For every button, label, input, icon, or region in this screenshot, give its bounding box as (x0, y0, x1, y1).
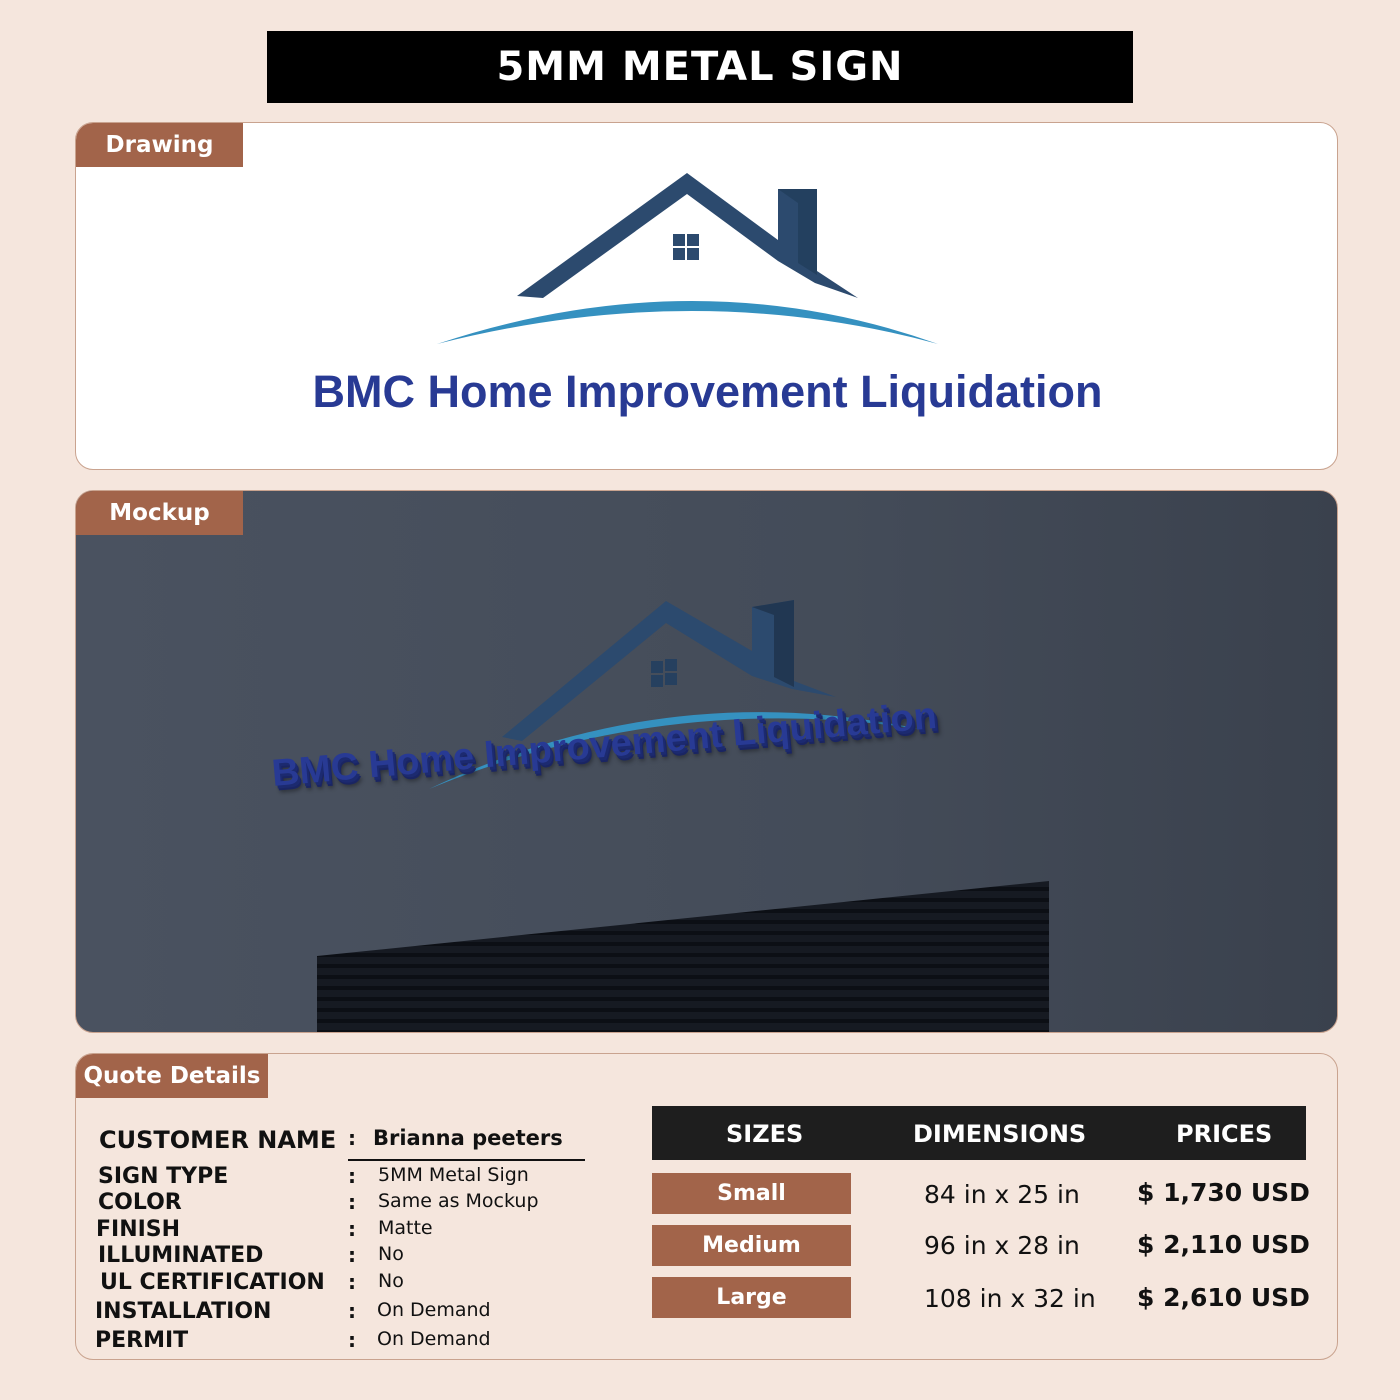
size-medium: Medium (652, 1225, 851, 1266)
customer-name-underline (348, 1159, 585, 1161)
page-title: 5MM METAL SIGN (267, 31, 1133, 103)
quote-panel: Quote Details CUSTOMER NAME : Brianna peeters SIGN TYPE : 5MM Metal Sign COLOR : Same as Mockup FINISH : Matte ILLUMINATED : No UL CERTIFICATION : No INSTALLATION : On Demand PERMIT : On Demand SIZES DIMENSIONS PRICES Small 84 in x 25 in $ 1,730 USD Medium 96 in x 28 in $ 2,110 USD Large 108 in x 32 in $ 2,610 USD (75, 1053, 1338, 1360)
logo-text: BMC Home Improvement Liquidation (312, 366, 1103, 417)
mockup-logo-text: BMC Home Improvement Liquidation (270, 694, 939, 795)
header-prices: PRICES (1176, 1120, 1273, 1148)
price-small: $ 1,730 USD (1137, 1178, 1310, 1207)
header-dimensions: DIMENSIONS (913, 1120, 1087, 1148)
price-table-header (652, 1106, 1306, 1160)
mockup-tab: Mockup (76, 491, 243, 535)
drawing-tab: Drawing (76, 123, 243, 167)
drawing-panel (75, 122, 1338, 470)
dimension-small: 84 in x 25 in (924, 1180, 1080, 1209)
dimension-medium: 96 in x 28 in (924, 1231, 1080, 1260)
size-large: Large (652, 1277, 851, 1318)
price-large: $ 2,610 USD (1137, 1283, 1310, 1312)
quote-tab: Quote Details (76, 1054, 268, 1098)
mockup-panel (75, 490, 1338, 1033)
header-sizes: SIZES (726, 1120, 804, 1148)
size-small: Small (652, 1173, 851, 1214)
dimension-large: 108 in x 32 in (924, 1284, 1096, 1313)
price-medium: $ 2,110 USD (1137, 1230, 1310, 1259)
